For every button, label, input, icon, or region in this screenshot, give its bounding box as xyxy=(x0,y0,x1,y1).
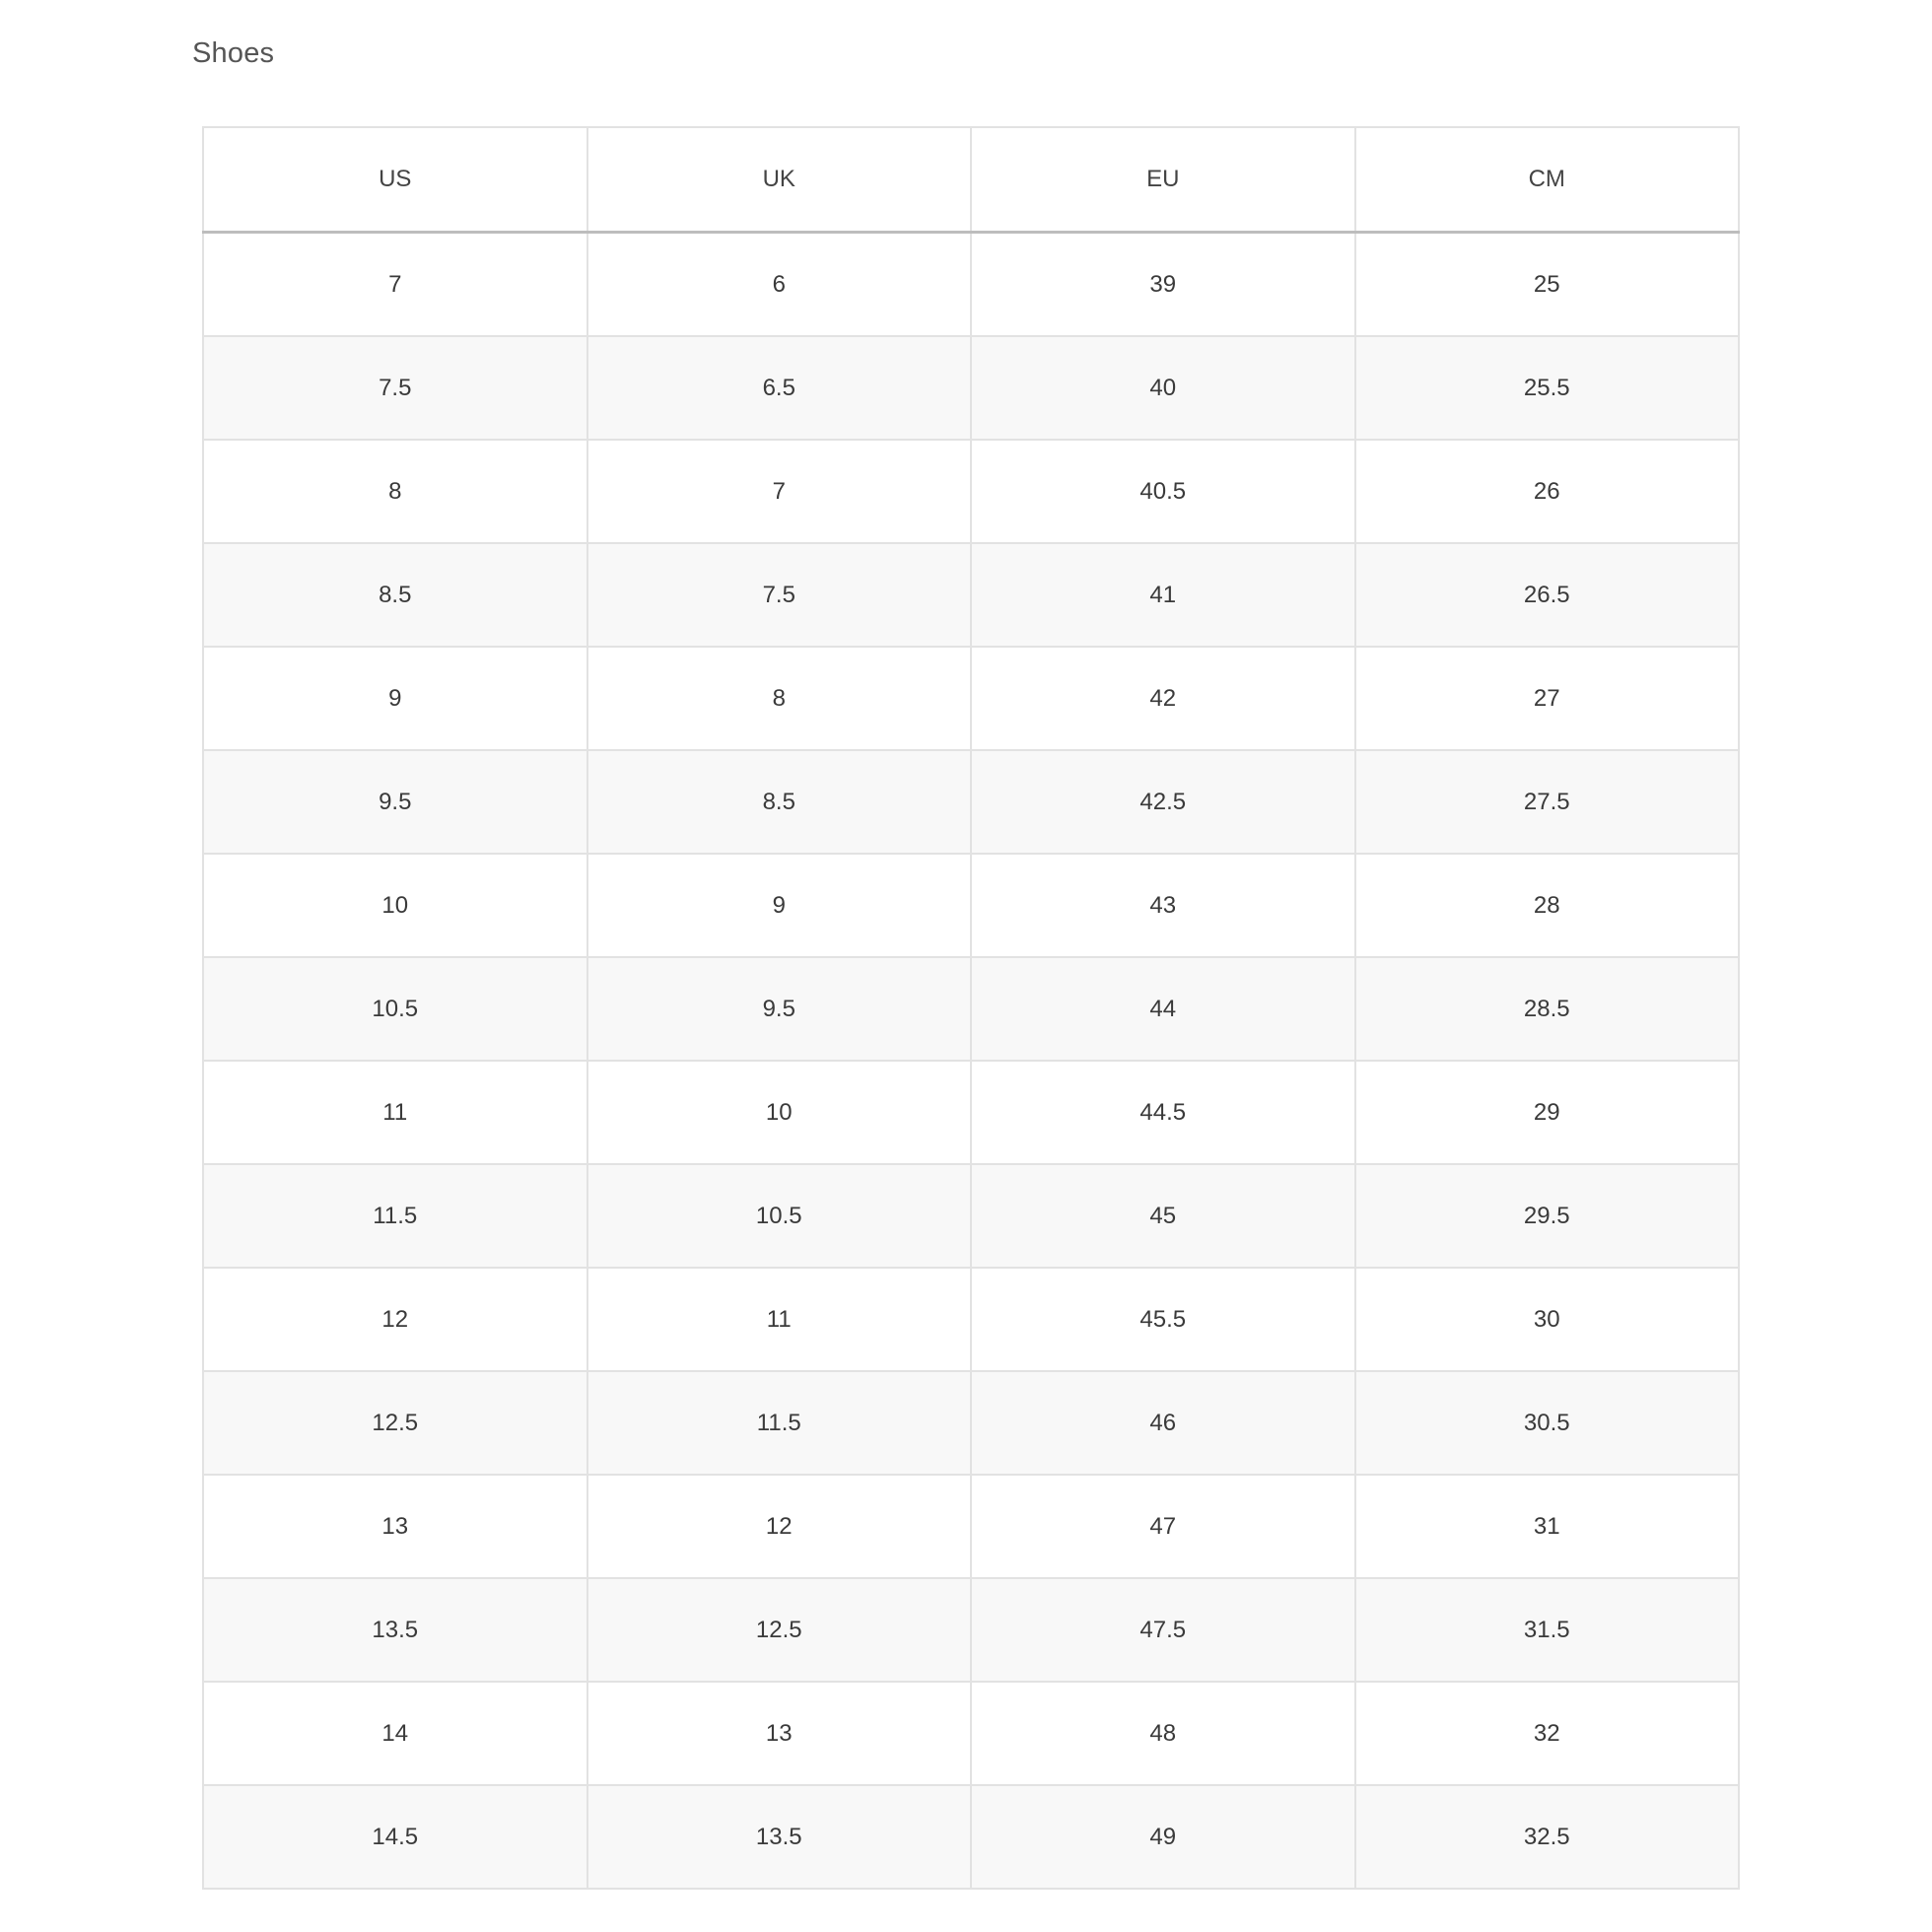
table-cell-us: 13.5 xyxy=(203,1578,587,1682)
table-cell-eu: 40 xyxy=(971,336,1355,440)
table-cell-eu: 42.5 xyxy=(971,750,1355,854)
table-cell-us: 9 xyxy=(203,647,587,750)
table-cell-us: 7 xyxy=(203,233,587,337)
table-cell-uk: 8.5 xyxy=(587,750,972,854)
table-cell-cm: 31 xyxy=(1355,1475,1740,1578)
table-cell-eu: 39 xyxy=(971,233,1355,337)
table-row xyxy=(203,336,1739,440)
table-row xyxy=(203,1061,1739,1164)
table-cell-uk: 12.5 xyxy=(587,1578,972,1682)
table-cell-eu: 49 xyxy=(971,1785,1355,1889)
table-cell-uk: 7 xyxy=(587,440,972,543)
table-cell-cm: 27 xyxy=(1355,647,1740,750)
table-cell-cm: 25.5 xyxy=(1355,336,1740,440)
table-cell-us: 14 xyxy=(203,1682,587,1785)
column-header-us: US xyxy=(203,127,587,233)
table-cell-uk: 9.5 xyxy=(587,957,972,1061)
table-cell-us: 10 xyxy=(203,854,587,957)
table-cell-eu: 46 xyxy=(971,1371,1355,1475)
table-row xyxy=(203,233,1739,337)
table-cell-eu: 47 xyxy=(971,1475,1355,1578)
table-cell-uk: 6 xyxy=(587,233,972,337)
table-cell-us: 12.5 xyxy=(203,1371,587,1475)
table-cell-uk: 9 xyxy=(587,854,972,957)
table-cell-cm: 30.5 xyxy=(1355,1371,1740,1475)
table-cell-uk: 11 xyxy=(587,1268,972,1371)
table-cell-us: 8 xyxy=(203,440,587,543)
table-cell-uk: 8 xyxy=(587,647,972,750)
table-cell-eu: 41 xyxy=(971,543,1355,647)
table-row xyxy=(203,440,1739,543)
header-row xyxy=(203,127,1739,233)
table-cell-cm: 26.5 xyxy=(1355,543,1740,647)
table-row xyxy=(203,1371,1739,1475)
table-cell-cm: 28 xyxy=(1355,854,1740,957)
table-row xyxy=(203,1164,1739,1268)
table-cell-cm: 29.5 xyxy=(1355,1164,1740,1268)
table-row xyxy=(203,1475,1739,1578)
table-cell-us: 12 xyxy=(203,1268,587,1371)
table-cell-us: 9.5 xyxy=(203,750,587,854)
table-cell-uk: 10.5 xyxy=(587,1164,972,1268)
column-header-eu: EU xyxy=(971,127,1355,233)
shoe-size-table xyxy=(202,126,1740,1890)
table-row xyxy=(203,647,1739,750)
table-cell-cm: 30 xyxy=(1355,1268,1740,1371)
table-row xyxy=(203,957,1739,1061)
table-cell-us: 11 xyxy=(203,1061,587,1164)
table-cell-eu: 45.5 xyxy=(971,1268,1355,1371)
table-cell-us: 8.5 xyxy=(203,543,587,647)
table-cell-cm: 31.5 xyxy=(1355,1578,1740,1682)
table-cell-uk: 11.5 xyxy=(587,1371,972,1475)
table-cell-eu: 45 xyxy=(971,1164,1355,1268)
table-cell-uk: 6.5 xyxy=(587,336,972,440)
table-cell-us: 14.5 xyxy=(203,1785,587,1889)
table-cell-uk: 13.5 xyxy=(587,1785,972,1889)
table-cell-cm: 28.5 xyxy=(1355,957,1740,1061)
page-title: Shoes xyxy=(192,37,275,69)
table-cell-uk: 7.5 xyxy=(587,543,972,647)
table-row xyxy=(203,543,1739,647)
table-cell-eu: 42 xyxy=(971,647,1355,750)
table-cell-cm: 29 xyxy=(1355,1061,1740,1164)
table-cell-cm: 25 xyxy=(1355,233,1740,337)
table-row xyxy=(203,1785,1739,1889)
table-cell-eu: 44 xyxy=(971,957,1355,1061)
table-cell-eu: 44.5 xyxy=(971,1061,1355,1164)
table-cell-eu: 43 xyxy=(971,854,1355,957)
table-cell-eu: 48 xyxy=(971,1682,1355,1785)
table-row xyxy=(203,854,1739,957)
table-cell-uk: 13 xyxy=(587,1682,972,1785)
table-cell-eu: 40.5 xyxy=(971,440,1355,543)
table-row xyxy=(203,750,1739,854)
column-header-cm: CM xyxy=(1355,127,1740,233)
table-row xyxy=(203,1268,1739,1371)
table-cell-uk: 10 xyxy=(587,1061,972,1164)
column-header-uk: UK xyxy=(587,127,972,233)
table-header xyxy=(203,127,1739,233)
table-cell-us: 10.5 xyxy=(203,957,587,1061)
table-body xyxy=(203,233,1739,1890)
table-cell-eu: 47.5 xyxy=(971,1578,1355,1682)
table-cell-cm: 26 xyxy=(1355,440,1740,543)
table-cell-cm: 32.5 xyxy=(1355,1785,1740,1889)
table-cell-cm: 27.5 xyxy=(1355,750,1740,854)
table-row xyxy=(203,1578,1739,1682)
table-cell-us: 7.5 xyxy=(203,336,587,440)
table-cell-us: 13 xyxy=(203,1475,587,1578)
table-cell-us: 11.5 xyxy=(203,1164,587,1268)
table-cell-cm: 32 xyxy=(1355,1682,1740,1785)
table-cell-uk: 12 xyxy=(587,1475,972,1578)
table-row xyxy=(203,1682,1739,1785)
